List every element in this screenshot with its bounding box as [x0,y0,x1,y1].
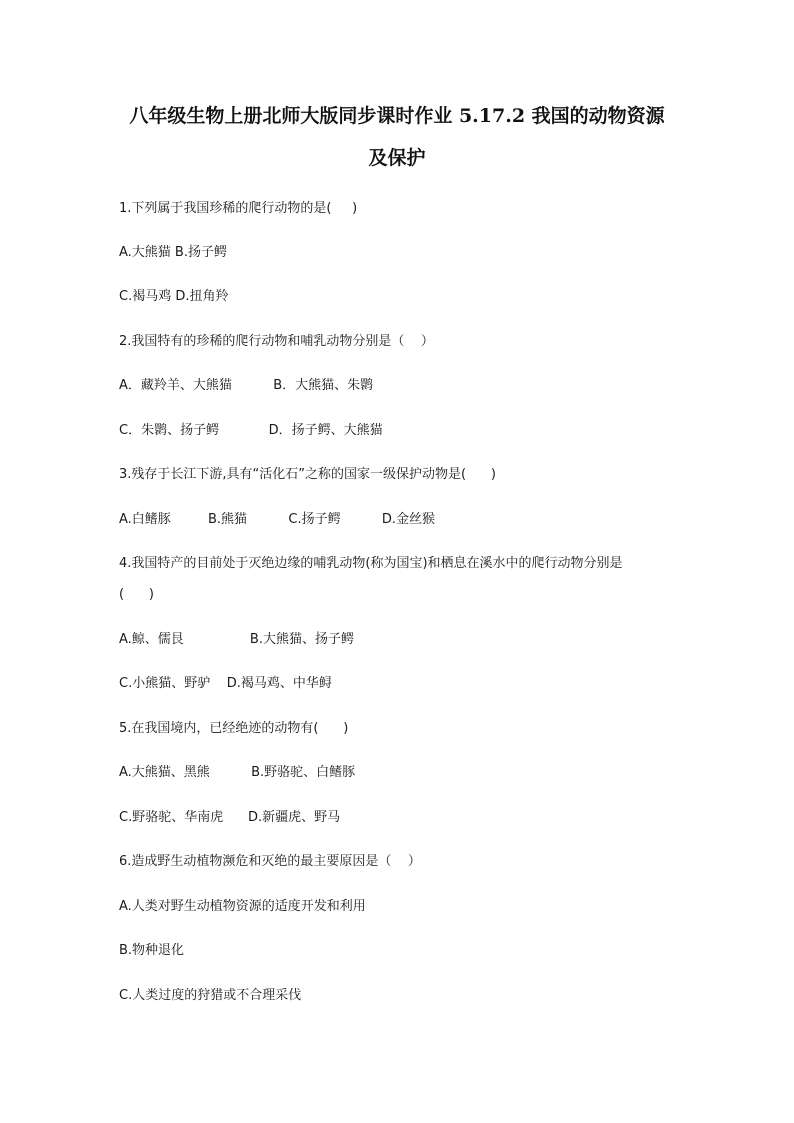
question-2: 2.我国特有的珍稀的爬行动物和哺乳动物分别是（ ） [119,334,434,349]
document-title-line-1: 八年级生物上册北师大版同步课时作业 5.17.2 我国的动物资源 [129,105,665,127]
question-4-options-ab: A.鲸、儒艮 B.大熊猫、扬子鳄 [119,632,354,647]
question-5: 5.在我国境内，已经绝迹的动物有( ) [119,721,349,736]
question-6: 6.造成野生动植物濒危和灭绝的最主要原因是（ ） [119,854,421,869]
question-1-options-ab: A.大熊猫 B.扬子鳄 [119,245,227,260]
question-6-option-c: C.人类过度的狩猎或不合理采伐 [119,988,302,1003]
question-5-options-cd: C.野骆驼、华南虎 D.新疆虎、野马 [119,810,341,825]
question-3: 3.残存于长江下游,具有“活化石”之称的国家一级保护动物是( ) [119,467,496,482]
question-1-options-cd: C.褐马鸡 D.扭角羚 [119,289,229,304]
question-4-options-cd: C.小熊猫、野驴 D.褐马鸡、中华鲟 [119,676,332,691]
question-6-option-b: B.物种退化 [119,943,185,958]
question-1: 1.下列属于我国珍稀的爬行动物的是( ) [119,201,358,216]
question-6-option-a: A.人类对野生动植物资源的适度开发和利用 [119,899,366,914]
question-2-options-ab: A．藏羚羊、大熊猫 B．大熊猫、朱鹮 [119,378,374,393]
question-3-options: A.白鳍豚 B.熊猫 C.扬子鳄 D.金丝猴 [119,512,436,527]
document-title-line-2: 及保护 [368,147,426,169]
question-5-options-ab: A.大熊猫、黑熊 B.野骆驼、白鳍豚 [119,765,356,780]
question-4-continued: ( ) [119,587,154,602]
question-2-options-cd: C．朱鹮、扬子鳄 D．扬子鳄、大熊猫 [119,423,383,438]
question-4: 4.我国特产的目前处于灭绝边缘的哺乳动物(称为国宝)和栖息在溪水中的爬行动物分别是 [119,556,623,571]
